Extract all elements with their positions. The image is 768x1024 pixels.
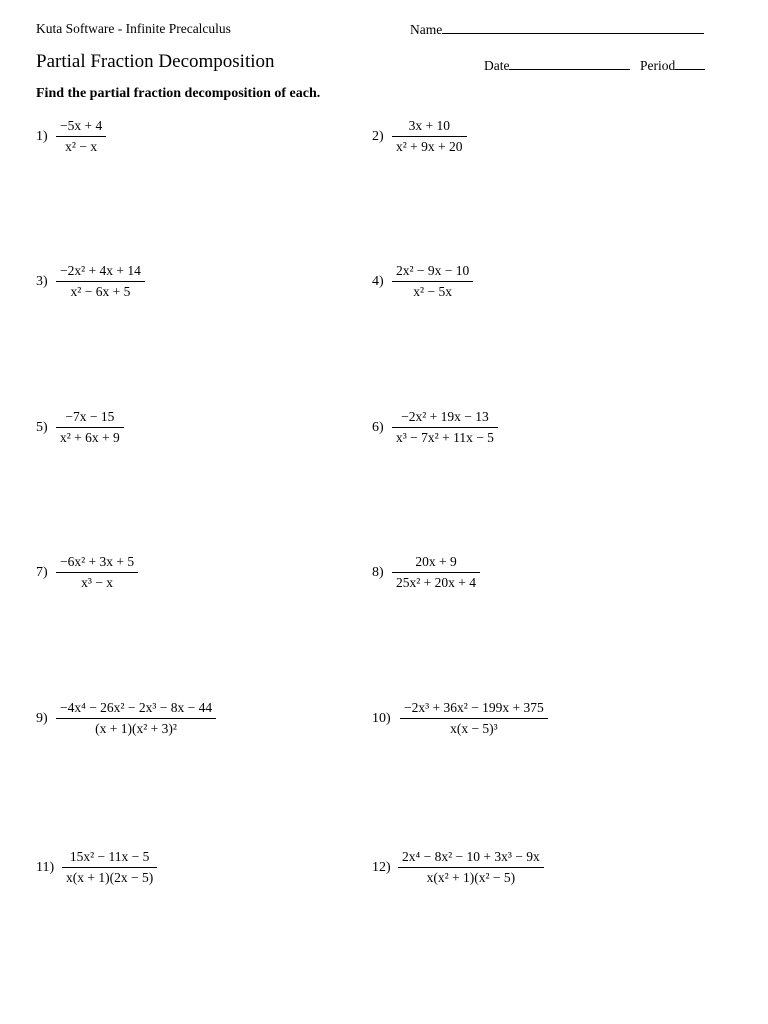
problem-fraction [62, 849, 157, 885]
problem-fraction [392, 263, 473, 299]
denominator: x² + 6x + 9 [60, 429, 120, 445]
denominator: x³ − 7x² + 11x − 5 [396, 429, 494, 445]
numerator: −2x³ + 36x² − 199x + 375 [400, 700, 548, 719]
problem-fraction [392, 554, 480, 590]
problem-fraction [56, 700, 216, 736]
problem-number: 1) [36, 129, 48, 144]
instructions: Find the partial fraction decomposition of each. [36, 86, 321, 101]
denominator: x² + 9x + 20 [396, 138, 463, 154]
denominator: x² − x [65, 138, 98, 154]
problem-number: 3) [36, 274, 48, 289]
problem-number: 4) [372, 274, 384, 289]
problem-fraction [56, 409, 124, 445]
problem-fraction [56, 554, 138, 590]
denominator: x(x² + 1)(x² − 5) [426, 869, 516, 885]
numerator: 2x⁴ − 8x² − 10 + 3x³ − 9x [398, 849, 544, 868]
date-blank[interactable] [509, 57, 630, 70]
problem-fraction [56, 263, 145, 299]
problem-number: 8) [372, 565, 384, 580]
date-label: Date [484, 58, 510, 73]
numerator: −2x² + 19x − 13 [392, 409, 498, 428]
name-field[interactable] [410, 21, 704, 38]
problem-fraction [400, 700, 548, 736]
name-blank[interactable] [442, 21, 704, 34]
problem-number: 7) [36, 565, 48, 580]
numerator: 15x² − 11x − 5 [62, 849, 157, 868]
numerator: 2x² − 9x − 10 [392, 263, 473, 282]
period-blank[interactable] [675, 57, 705, 70]
denominator: x² − 5x [413, 283, 452, 299]
problem-number: 10) [372, 711, 391, 726]
numerator: −2x² + 4x + 14 [56, 263, 145, 282]
problem-number: 5) [36, 420, 48, 435]
period-field[interactable] [640, 57, 705, 74]
date-field[interactable] [484, 57, 630, 74]
denominator: x(x − 5)³ [450, 720, 498, 736]
problem-fraction [392, 409, 498, 445]
numerator: −5x + 4 [56, 118, 106, 137]
numerator: −7x − 15 [56, 409, 124, 428]
problem-fraction [392, 118, 467, 154]
problem-number: 2) [372, 129, 384, 144]
numerator: 3x + 10 [392, 118, 467, 137]
numerator: −4x⁴ − 26x² − 2x³ − 8x − 44 [56, 700, 216, 719]
problem-fraction [398, 849, 544, 885]
publisher-text: Kuta Software - Infinite Precalculus [36, 21, 231, 36]
denominator: x³ − x [81, 574, 114, 590]
name-label: Name [410, 22, 443, 37]
denominator: x(x + 1)(2x − 5) [66, 869, 154, 885]
period-label: Period [640, 58, 676, 73]
problem-number: 9) [36, 711, 48, 726]
page-title: Partial Fraction Decomposition [36, 51, 275, 72]
problem-number: 12) [372, 860, 391, 875]
numerator: −6x² + 3x + 5 [56, 554, 138, 573]
problem-fraction [56, 118, 106, 154]
denominator: (x + 1)(x² + 3)² [95, 720, 177, 736]
problem-number: 6) [372, 420, 384, 435]
denominator: x² − 6x + 5 [70, 283, 131, 299]
problem-number: 11) [36, 860, 55, 875]
denominator: 25x² + 20x + 4 [396, 574, 477, 590]
numerator: 20x + 9 [392, 554, 480, 573]
